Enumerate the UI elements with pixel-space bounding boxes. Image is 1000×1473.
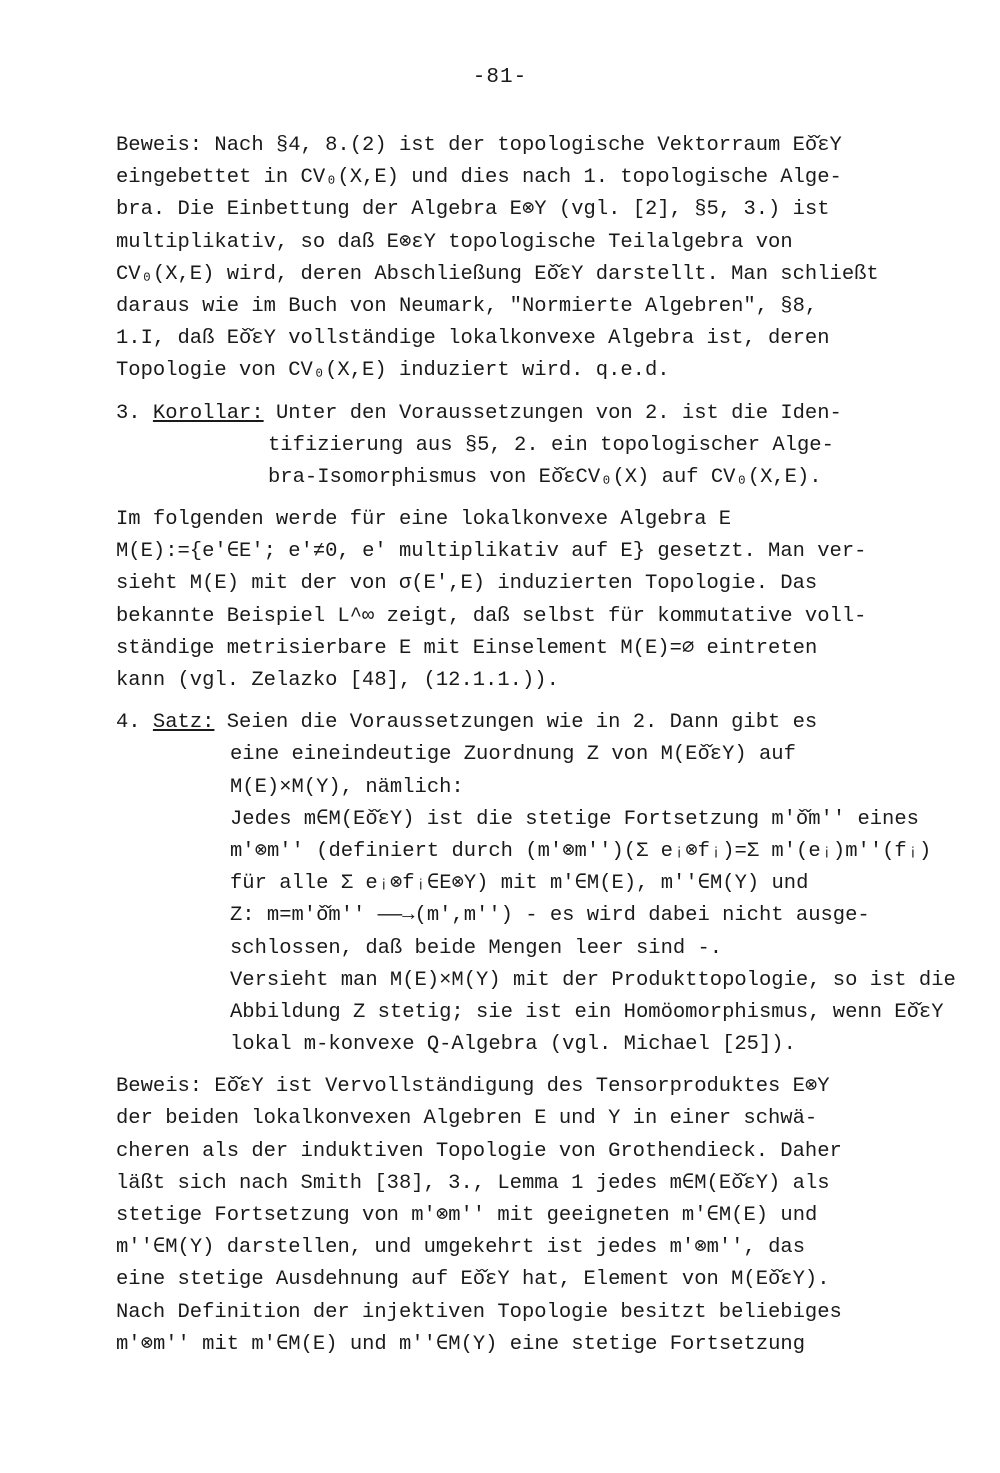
line-text: sieht M(E) mit der von σ(E',E) induzierten Topologie. Das xyxy=(116,572,818,596)
line-text: lokal m-konvexe Q-Algebra (vgl. Michael [25]). xyxy=(230,1033,796,1057)
line-text: eingebettet in CV₀(X,E) und dies nach 1. topologische Alge- xyxy=(116,166,842,190)
line-text: m'⊗m'' (definiert durch (m'⊗m'')(Σ eᵢ⊗fᵢ)=Σ m'(eᵢ)m''(fᵢ) xyxy=(230,839,932,863)
text-line xyxy=(116,462,906,494)
line-text: daraus wie im Buch von Neumark, "Normierte Algebren", §8, xyxy=(116,294,818,318)
text-line xyxy=(116,933,906,965)
line-text: Topologie von CV₀(X,E) induziert wird. q.e.d. xyxy=(116,359,670,383)
line-text: schlossen, daß beide Mengen leer sind -. xyxy=(230,936,723,960)
text-line xyxy=(116,259,906,291)
text-line xyxy=(116,291,906,323)
text-line xyxy=(116,965,956,997)
text-line xyxy=(116,997,944,1029)
text-line xyxy=(116,707,906,739)
numbered-paragraph xyxy=(116,707,956,1061)
line-text: multiplikativ, so daß E⊗εY topologische Teilalgebra von xyxy=(116,230,793,254)
text-line xyxy=(116,739,906,771)
text-line xyxy=(116,568,906,600)
line-text: Seien die Voraussetzungen wie in 2. Dann gibt es xyxy=(214,711,818,735)
line-text: Beweis: Eǒ̌εY ist Vervollständigung des Tensorproduktes E⊗Y xyxy=(116,1075,830,1099)
text-line xyxy=(116,633,906,665)
line-text: eine eineindeutige Zuordnung Z von M(Eǒ̌εY) auf xyxy=(230,743,796,767)
text-line xyxy=(116,504,906,536)
line-text: Beweis: Nach §4, 8.(2) ist der topologische Vektorraum Eǒ̌εY xyxy=(116,134,842,157)
line-text: stetige Fortsetzung von m'⊗m'' mit geeigneten m'∈M(E) und xyxy=(116,1204,818,1227)
page-number: -81- xyxy=(472,66,528,89)
text-line xyxy=(116,1329,906,1361)
text-line xyxy=(116,601,906,633)
line-text: der beiden lokalkonvexen Algebren E und Y in einer schwä- xyxy=(116,1107,818,1131)
line-text: bekannte Beispiel L^∞ zeigt, daß selbst für kommutative voll- xyxy=(116,604,867,628)
text-line xyxy=(116,900,906,932)
text-line xyxy=(116,227,906,259)
line-text: Versieht man M(E)×M(Y) mit der Produkttopologie, so ist die xyxy=(230,968,956,992)
text-line xyxy=(116,355,906,387)
text-line xyxy=(116,665,906,697)
line-text: Z: m=m'ǒ̌m'' ——→(m',m'') - es wird dabei nicht ausge- xyxy=(230,904,870,928)
line-text: CV₀(X,E) wird, deren Abschließung Eǒ̌εY darstellt. Man schließt xyxy=(116,262,879,286)
line-text: m''∈M(Y) darstellen, und umgekehrt ist jedes m'⊗m'', das xyxy=(116,1236,805,1260)
item-number: 3. xyxy=(116,401,141,425)
text-line xyxy=(116,1136,906,1168)
text-line xyxy=(116,536,906,568)
text-line xyxy=(116,323,906,355)
text-line xyxy=(116,1232,906,1264)
text-line xyxy=(116,130,906,162)
line-text: 1.I, daß Eǒ̌εY vollständige lokalkonvexe Algebra ist, deren xyxy=(116,327,830,351)
text-line xyxy=(116,1297,906,1329)
line-text: M(E):={e'∈E'; e'≠0, e' multiplikativ auf E} gesetzt. Man ver- xyxy=(116,540,867,564)
item-heading: Korollar: xyxy=(152,401,264,425)
text-line xyxy=(116,1103,906,1135)
line-text: M(E)×M(Y), nämlich: xyxy=(230,775,464,799)
text-line xyxy=(116,772,906,804)
line-text: bra. Die Einbettung der Algebra E⊗Y (vgl. [2], §5, 3.) ist xyxy=(116,198,830,222)
line-text: Im folgenden werde für eine lokalkonvexe Algebra E xyxy=(116,508,732,532)
line-text: Nach Definition der injektiven Topologie besitzt beliebiges xyxy=(116,1300,842,1324)
line-text: cheren als der induktiven Topologie von Grothendieck. Daher xyxy=(116,1139,842,1163)
line-text: ständige metrisierbare E mit Einselement M(E)=∅ eintreten xyxy=(116,636,818,660)
line-text: Abbildung Z stetig; sie ist ein Homöomorphismus, wenn Eǒ̌εY xyxy=(230,1000,944,1024)
line-text: tifizierung aus §5, 2. ein topologischer Alge- xyxy=(268,433,834,457)
text-line xyxy=(116,430,906,462)
numbered-paragraph xyxy=(116,398,906,495)
text-line xyxy=(116,836,932,868)
text-line xyxy=(116,1029,906,1061)
text-line xyxy=(116,398,906,430)
text-line xyxy=(116,868,906,900)
line-text: läßt sich nach Smith [38], 3., Lemma 1 jedes m∈M(Eǒ̌εY) als xyxy=(116,1171,830,1195)
text-line xyxy=(116,194,906,226)
line-text: Jedes m∈M(Eǒ̌εY) ist die stetige Fortsetzung m'ǒ̌m'' eines xyxy=(230,807,919,831)
text-line xyxy=(116,1264,906,1296)
text-line xyxy=(116,1168,906,1200)
line-text: eine stetige Ausdehnung auf Eǒ̌εY hat, Element von M(Eǒ̌εY). xyxy=(116,1268,830,1292)
text-line xyxy=(116,162,906,194)
paragraph xyxy=(116,504,906,697)
item-number: 4. xyxy=(116,711,141,735)
paragraph xyxy=(116,130,906,388)
line-text: m'⊗m'' mit m'∈M(E) und m''∈M(Y) eine stetige Fortsetzung xyxy=(116,1332,806,1356)
item-heading: Satz: xyxy=(152,711,215,735)
text-line xyxy=(116,804,919,836)
text-line xyxy=(116,1071,906,1103)
line-text: kann (vgl. Zelazko [48], (12.1.1.)). xyxy=(116,669,559,692)
line-text: bra-Isomorphismus von Eǒ̌εCV₀(X) auf CV₀(X,E). xyxy=(268,465,822,489)
document-body xyxy=(116,130,956,1361)
paragraph xyxy=(116,1071,906,1361)
text-line xyxy=(116,1200,906,1232)
line-text: Unter den Voraussetzungen von 2. ist die Iden- xyxy=(263,401,842,425)
line-text: für alle Σ eᵢ⊗fᵢ∈E⊗Y) mit m'∈M(E), m''∈M(Y) und xyxy=(230,872,809,896)
